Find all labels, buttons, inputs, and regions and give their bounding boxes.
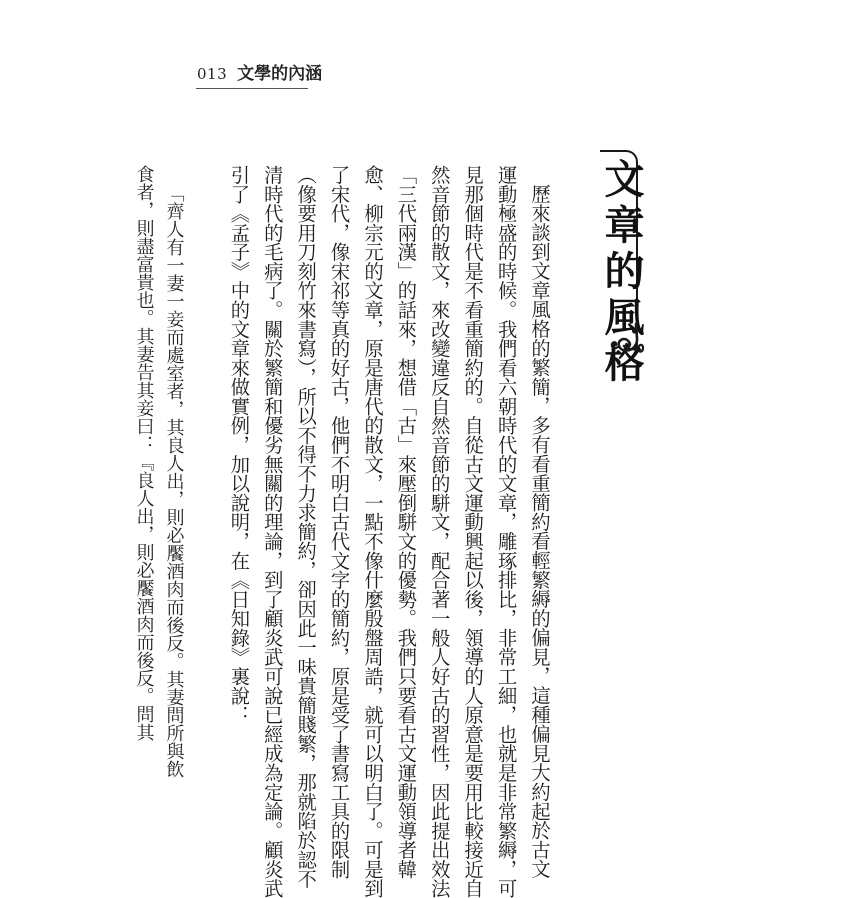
text-line: 歷來談到文章風格的繁簡，多有看重簡約看輕繁縟的偏見，這種偏見大約起於古文 bbox=[528, 184, 551, 879]
text-line: 愈、柳宗元的文章，原是唐代的散文，一點不像什麼殷盤周誥，就可以明白了。可是到 bbox=[360, 165, 384, 898]
text-line: （像要用刀刻竹來書寫），所以不得不力求簡約，卻因此一味貴簡賤繁，那就陷於認不 bbox=[294, 165, 318, 889]
header-rule bbox=[196, 88, 308, 89]
text-line: 見那個時代是不看重簡約的。自從古文運動興起以後，領導的人原意是要用比較接近自 bbox=[461, 165, 485, 898]
text-line: 清時代的毛病了。關於繁簡和優劣無關的理論，到了顧炎武可說已經成為定論。顧炎武 bbox=[260, 165, 284, 898]
text-line: 然音節的散文，來改變違反自然音節的駢文，配合著一般人好古的習性，因此提出效法 bbox=[427, 165, 451, 898]
text-line: 了宋代，像宋祁等真的好古，他們不明白古代文字的簡約，原是受了書寫工具的限制 bbox=[327, 165, 351, 879]
text-line: 運動極盛的時候。我們看六朝時代的文章，雕琢排比，非常工細，也就是非常繁縟，可 bbox=[494, 165, 518, 898]
text-line: 引了《孟子》中的文章來做實例，加以說明，在《日知錄》裏說： bbox=[227, 165, 251, 725]
page-number: 013 bbox=[197, 65, 228, 83]
quote-line: 食者，則盡富貴也。其妻告其妾曰：『良人出，則必饜酒肉而後反。問其 bbox=[133, 165, 155, 741]
book-title: 文學的內涵 bbox=[237, 64, 323, 84]
quote-line: 「齊人有一妻一妾而處室者，其良人出，則必饜酒肉而後反。其妻問所與飲 bbox=[163, 184, 185, 778]
body-text bbox=[129, 165, 556, 898]
paragraph-gap bbox=[189, 165, 222, 805]
chapter-title: 文章的風格 bbox=[598, 158, 645, 388]
running-header bbox=[197, 64, 322, 84]
text-line: 「三代兩漢」的話來，想借「古」來壓倒駢文的優勢。我們只要看古文運動領導者韓 bbox=[394, 165, 418, 879]
scroll-ornament-icon bbox=[607, 322, 647, 362]
